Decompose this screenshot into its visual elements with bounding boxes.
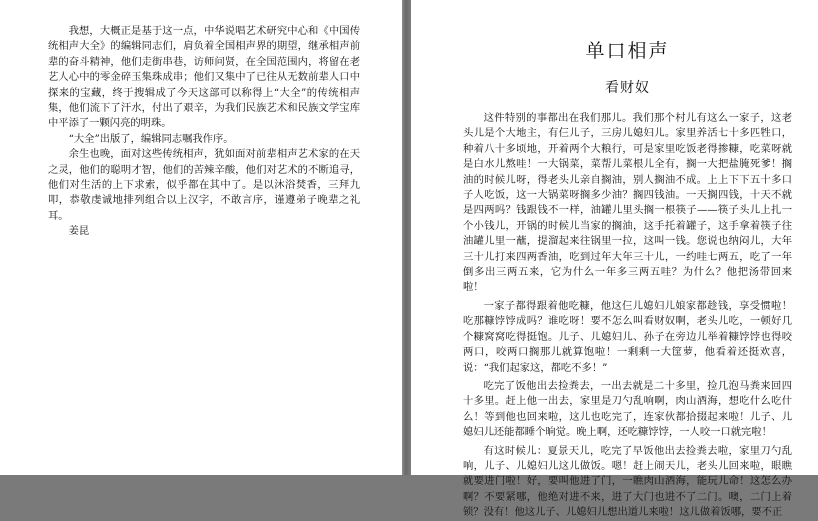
page-title: 单口相声: [585, 40, 670, 62]
right-paragraph-2: 一家子都得跟着他吃糠，他这仨儿媳妇儿娘家都趁钱，享受惯啦！吃那糠饽饽成吗？谁吃呀！要不怎么叫看财奴啊，老头儿吃，一顿好几个糠窝窝吃得挺饱。儿子、儿媳妇儿、孙子在旁边儿举着糠饽饽也得咬两口，咬两口搁那儿就算饱啦！一剩剩一大筐萝，他看着还挺欢喜，说：“我们起家这，都吃不多！”: [463, 299, 792, 374]
story-title: 看财奴: [605, 80, 650, 96]
page-gutter: [402, 0, 411, 475]
right-paragraph-1: 这件特别的事都出在我们那儿。我们那个村儿有这么一家子，这老头儿是个大地主，有仨儿子，三房儿媳妇儿。家里养活七十多匹牲口，种着八十多顷地，开着两个大粮行，可是家里吃饭老得掺糠，吃菜呀就是白水儿熬哇！一大锅菜，菜帮儿菜根儿全有，搁一大把盐腌死爹！搁油的时候儿呀，得老头儿亲自搁油，别人搁油不成。上上下下五十多口子人吃饭，这一大锅菜呀搁多少油？搁四钱油。一天搁四钱，十天不就是四两吗？钱跟钱不一样，油罐儿里头搁一根筷子——筷子头儿上扎一个小钱儿，开锅的时候儿当家的搁油，这手托着罐子，这手拿着筷子往油罐儿里一蘸，提溜起来往锅里一拉，这叫一钱。您说也纳闷儿，大年三十儿打来四两香油，吃到过年大年三十儿，一约哇七两五，吃了一年倒多出三两五来，它为什么一年多三两五哇？为什么？他把汤带回来啦！: [463, 112, 792, 294]
left-paragraph-2: “大全”出版了，编辑同志嘱我作序。: [68, 132, 234, 145]
right-page: [411, 0, 818, 519]
left-paragraph-3: 余生也晚，面对这些传统相声，犹如面对前辈相声艺术家的在天之灵，他们的聪明才智，他们的苦辣辛酸，他们对艺术的不断追寻，他们对生活的上下求索，似乎都在其中了。是以沐浴焚香，三拜九叩，恭敬虔诚地排列组合以上汉字，不敢言序，谨遵弟子晚辈之礼耳。: [48, 148, 360, 222]
right-paragraph-4: 有这时候儿：夏景天儿，吃完了早饭他出去捡粪去啦，家里刀勺乱响，儿子、儿媳妇儿这儿做饭。嗯！赶上闹天儿，老头儿回来啦，眼瞧就要进门啦！好，要叫他进了门，一瞧肉山酒海，能玩儿命！这怎么办啊？不要紧哪，他绝对进不来，进了大门也进不了二门。噢，二门上着锁？没有！他这儿子、儿媳妇儿想出道儿来啦！这儿做着饭哪，要不正: [463, 444, 792, 519]
left-page: [0, 0, 402, 475]
left-paragraph-1: 我想，大概正是基于这一点，中华说唱艺术研究中心和《中国传统相声大全》的编辑同志们，肩负着全国相声界的期望，继承相声前辈的奋斗精神，他们走街串巷，访师问贤，在全国范围内，将留在老艺人心中的零金碎玉集珠成串；他们又集中了已往从无数前辈人口中探来的宝藏，终于搜辑成了今天这部可以称得上“大全”的传统相声集，他们流下了汗水，付出了艰辛，为我们民族艺术和民族文学宝库中平添了一颗闪亮的明珠。: [48, 25, 360, 130]
right-paragraph-3: 吃完了饭他出去捡粪去，一出去就是二十多里，捡几泡马粪来回四十多里。赶上他一出去，家里是刀勺乱响啊，肉山酒海，想吃什么吃什么！等到他也回来啦，这儿也吃完了，连家伙都拾掇起来啦！儿子、儿媳妇儿还能都睡个晌觉。晚上啊，还吃糠饽饽，一人咬一口就完啦！: [463, 379, 792, 439]
signature: 姜昆: [68, 225, 90, 238]
